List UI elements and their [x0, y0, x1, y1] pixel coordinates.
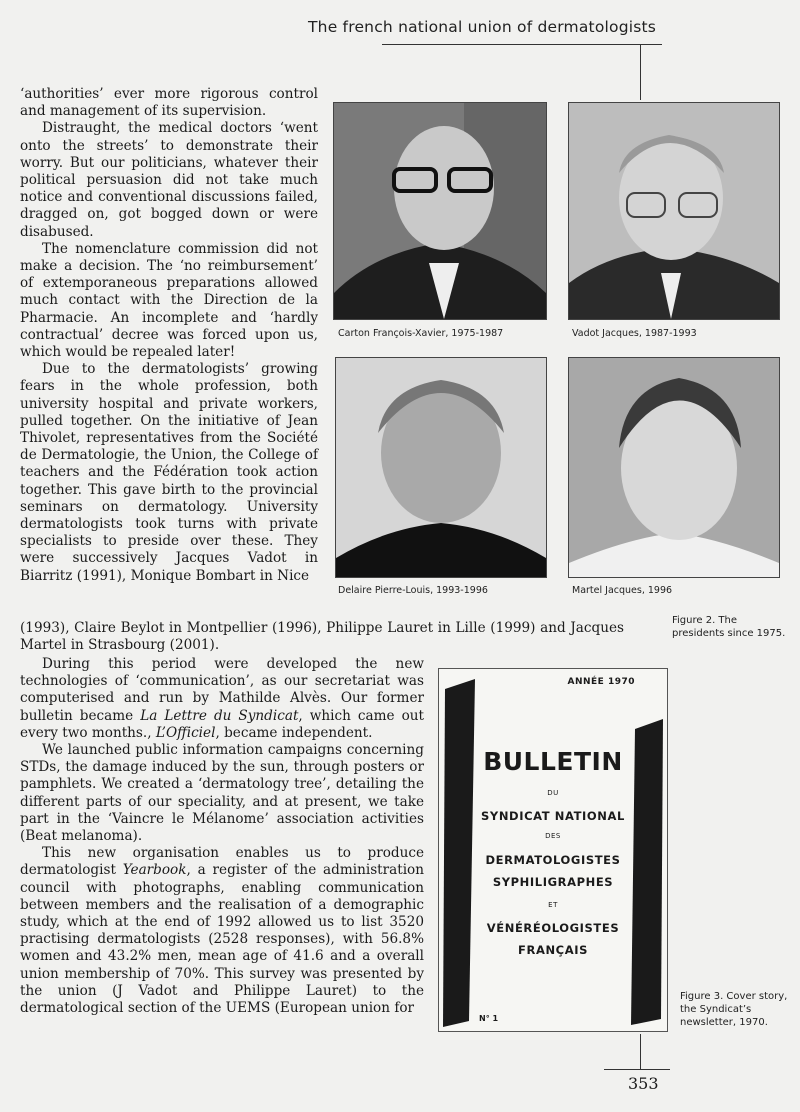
figure-3-caption — [680, 990, 796, 1029]
paragraph: Due to the dermatologists’ growing fears in the whole profession, both university hospital and private workers, pulled together. On the initiative of Jean Thivolet, representatives from the Société de Dermatologie, the Union, the College of teachers and the Fédération took action together. This gave birth to the provincial seminars on dermatology. University dermatologists took turns with private specialists to preside over these. They were successively Jacques Vadot in Biarritz (1991), Monique Bombart in Nice — [20, 361, 318, 584]
paragraph: We launched public information campaigns concerning STDs, the damage induced by the sun, through posters or pamphlets. We created a ‘dermatology tree’, detailing the different parts of our speciality, and at present, we take part in the ‘Vaincre le Mélanome’ association activities (Beat melanoma). — [20, 742, 424, 845]
left-column-text — [20, 86, 318, 585]
cover-number: N° 1 — [479, 1014, 499, 1023]
caption-line: newsletter, 1970. — [680, 1017, 768, 1028]
cover-text: DU — [547, 789, 559, 797]
cover-text: DERMATOLOGISTES — [485, 853, 621, 867]
lower-column-text — [20, 656, 424, 1017]
photo-caption: Delaire Pierre-Louis, 1993-1996 — [338, 585, 488, 596]
paragraph: (1993), Claire Beylot in Montpellier (1996), Philippe Lauret in Lille (1999) and Jacques Martel in Strasbourg (2001). — [20, 620, 624, 654]
paragraph: Distraught, the medical doctors ‘went onto the streets’ to demonstrate their worry. But our politicians, whatever their political persuasion did not take much notice and conventional discussions failed, dragged on, got bogged down or were disabused. — [20, 120, 318, 240]
cover-text: FRANÇAIS — [518, 943, 588, 957]
caption-line: the Syndicat’s — [680, 1004, 752, 1015]
paragraph: ‘authorities’ ever more rigorous control and management of its supervision. — [20, 86, 318, 120]
cover-text: SYNDICAT NATIONAL — [481, 809, 625, 823]
running-header: The french national union of dermatologists — [308, 18, 657, 36]
photo-caption: Vadot Jacques, 1987-1993 — [572, 328, 697, 339]
cover-text: ET — [548, 901, 558, 909]
header-rule — [382, 44, 662, 45]
cover-text: VÉNÉRÉOLOGISTES — [486, 921, 620, 935]
cover-decoration — [439, 669, 667, 1031]
portrait-photo — [335, 357, 547, 578]
paragraph: The nomenclature commission did not make a decision. The ‘no reimbursement’ of extemporaneous preparations allowed much contact with the Direction de la Pharmacie. An incomplete and ‘hardly contractual’ decree was forced upon us, which would be repealed later! — [20, 240, 318, 361]
page-number: 353 — [628, 1074, 659, 1093]
full-width-text — [20, 620, 624, 654]
bulletin-cover-image — [438, 668, 668, 1032]
paragraph: During this period were developed the new technologies of ‘communication’, as our secretariat was computerised and run by Mathilde Alvès. Our former bulletin became La Lettre du Syndicat, which came out every two months., L’Officiel, became independent. — [20, 656, 424, 741]
column-rule-top — [640, 44, 641, 100]
caption-line: presidents since 1975. — [672, 628, 786, 639]
photo-caption: Carton François-Xavier, 1975-1987 — [338, 328, 504, 339]
column-rule-bottom — [640, 1034, 641, 1069]
cover-text: SYPHILIGRAPHES — [492, 875, 614, 889]
cover-title: BULLETIN — [483, 747, 623, 776]
cover-year: ANNÉE 1970 — [567, 677, 635, 687]
photo-caption: Martel Jacques, 1996 — [572, 585, 673, 596]
cover-text: DES — [545, 832, 561, 840]
caption-line: Figure 2. The — [672, 615, 738, 626]
page-number-rule — [604, 1069, 670, 1070]
caption-line: Figure 3. Cover story, — [680, 991, 788, 1002]
portrait-photo — [568, 102, 780, 320]
portrait-photo — [333, 102, 547, 320]
paragraph: This new organisation enables us to produce dermatologist Yearbook, a register of the administration council with photographs, enabling communication between members and the realisation of a demographic study, which at the end of 1992 allowed us to list 3520 practising dermatologists (2528 responses), with 56.8% women and 43.2% men, mean age of 41.6 and a overall union membership of 70%. This survey was presented by the union (J Vadot and Philippe Lauret) to the dermatological section of the UEMS (European union for — [20, 845, 424, 1017]
figure-2-caption — [672, 614, 792, 640]
portrait-photo — [568, 357, 780, 578]
